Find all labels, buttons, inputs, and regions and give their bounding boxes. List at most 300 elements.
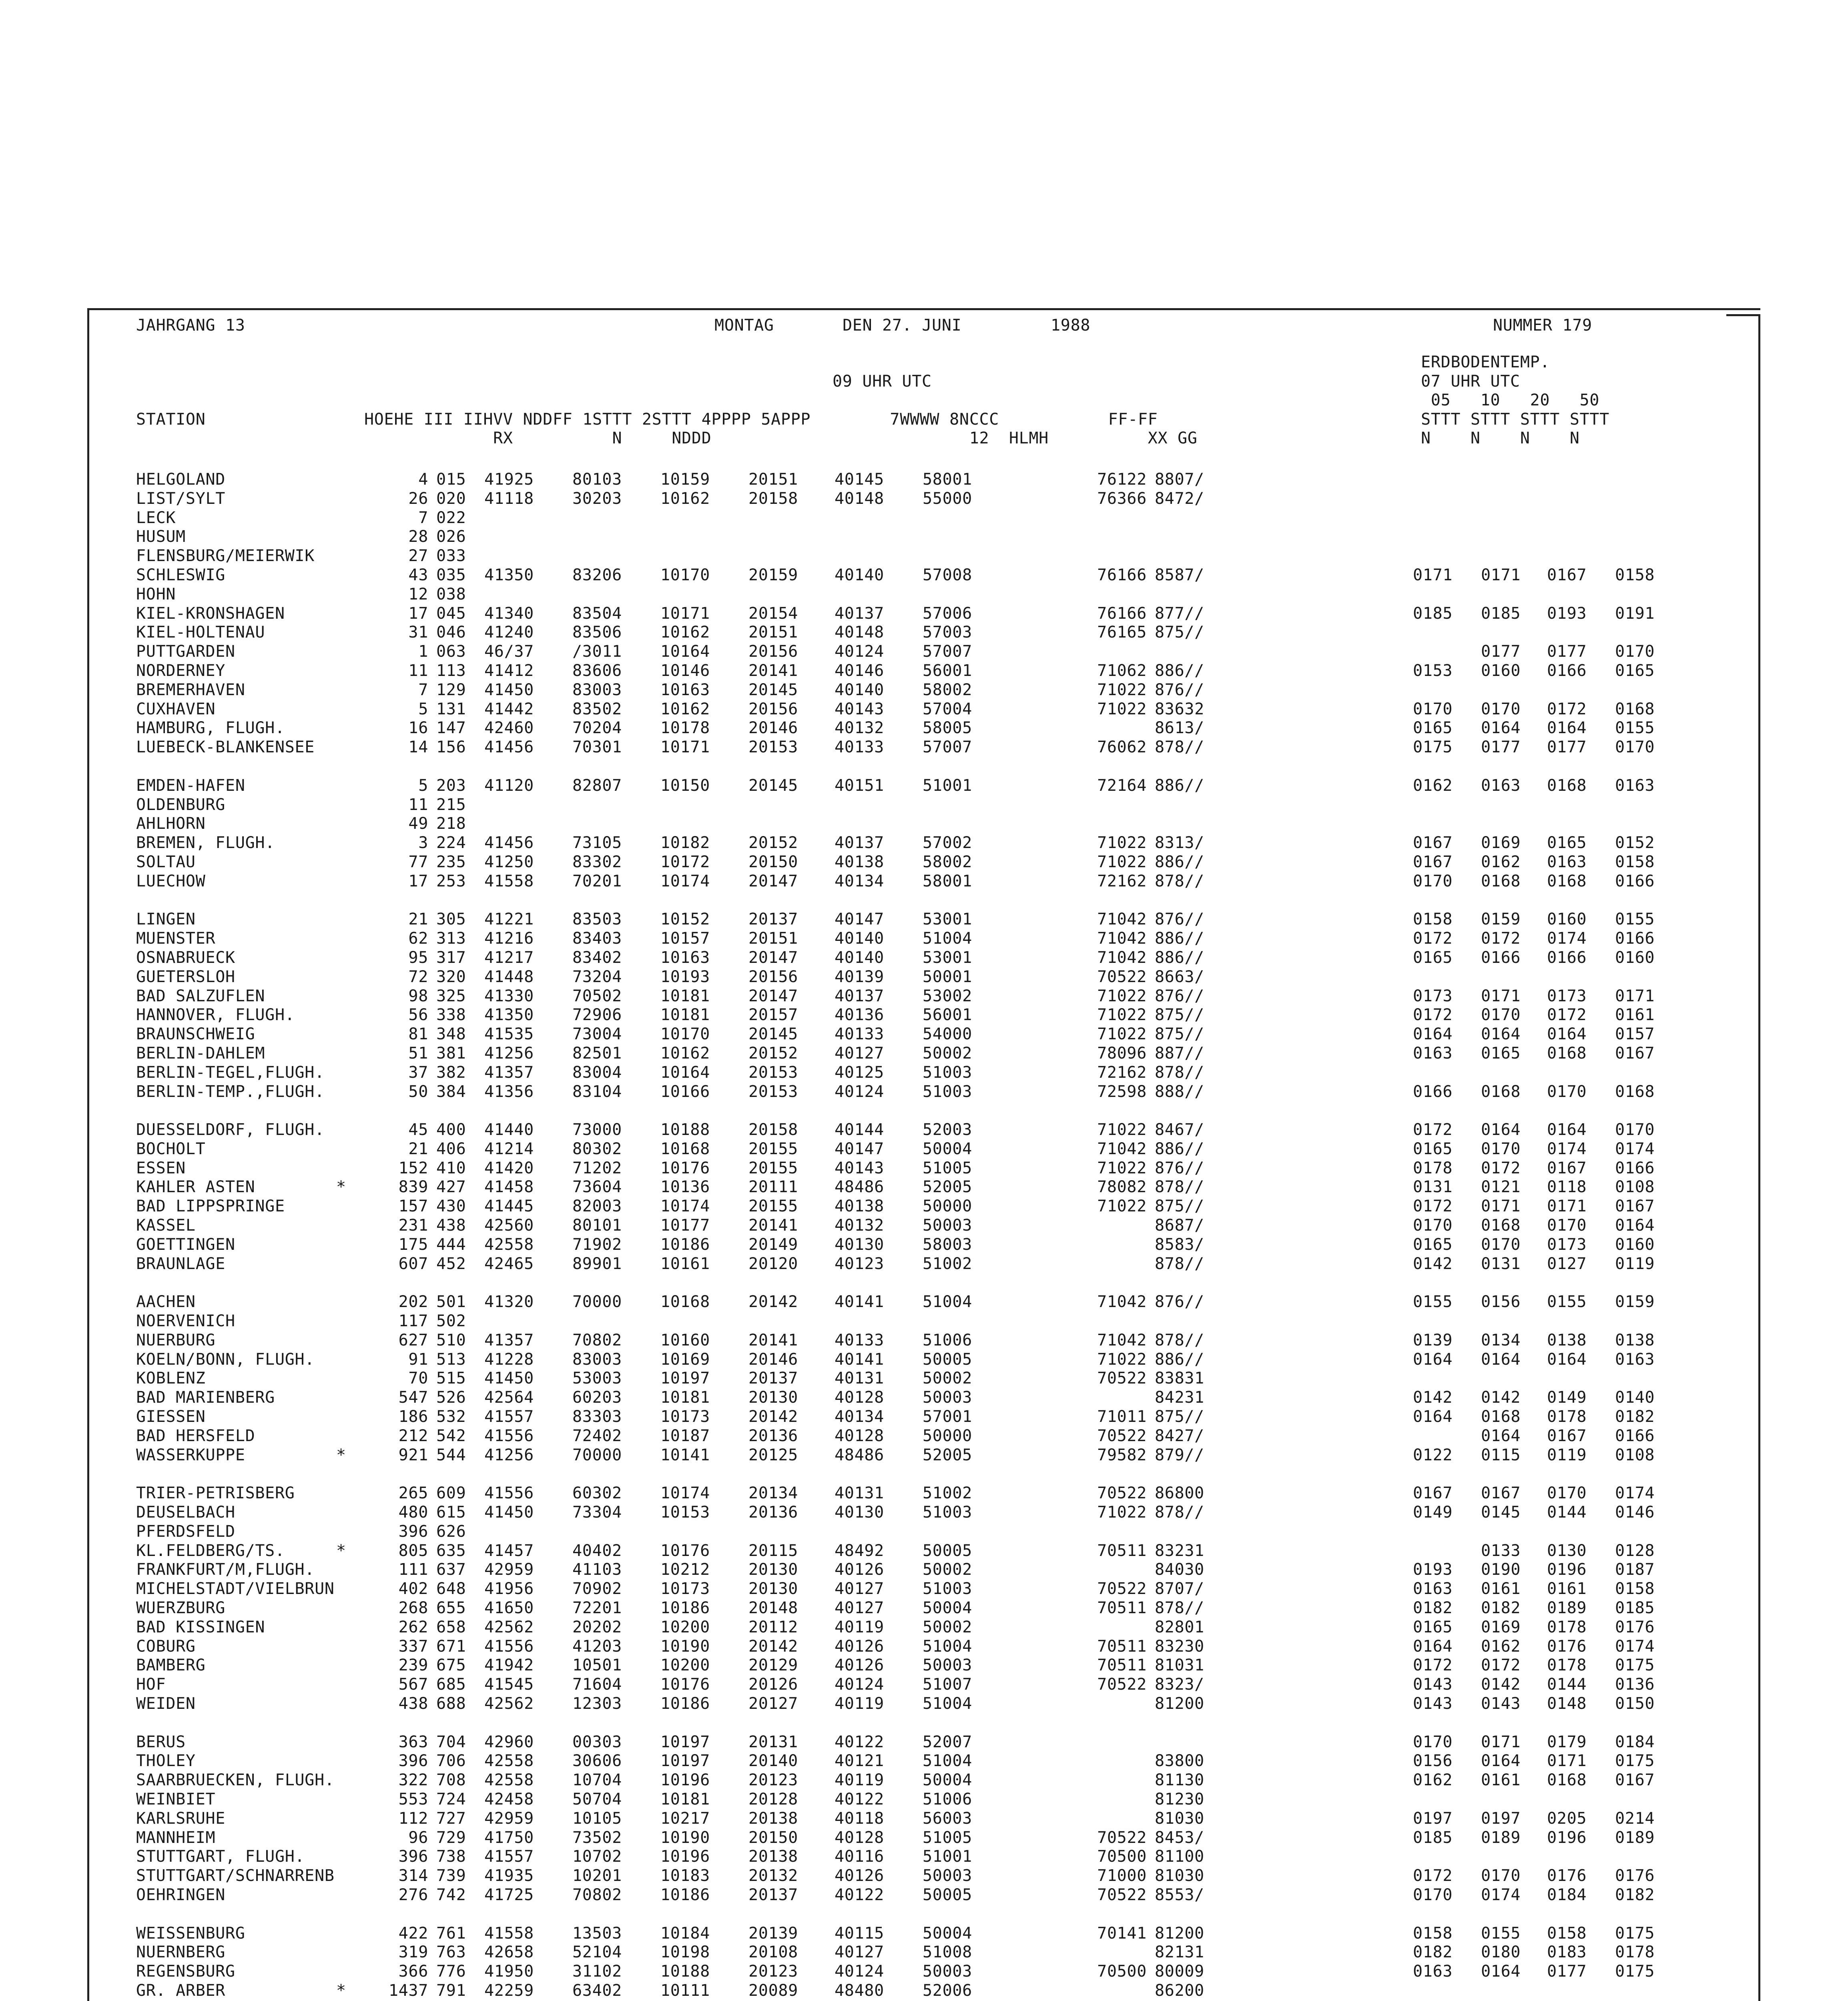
soil-temp-50cm: 0166: [1615, 1426, 1655, 1445]
station-index: 325: [436, 986, 466, 1005]
soil-temp-5cm: 0165: [1413, 1139, 1453, 1158]
group-4pppp: 40140: [835, 929, 884, 948]
group-1sttt: 10160: [660, 1331, 710, 1349]
soil-temp-5cm: 0167: [1413, 1484, 1453, 1503]
group-1sttt: 10188: [660, 1121, 710, 1139]
group-8nccc: 8472/: [1155, 489, 1204, 508]
group-2sttt: 20147: [748, 986, 798, 1005]
soil-temp-10cm: 0156: [1481, 1293, 1521, 1311]
group-2sttt: 20142: [748, 1408, 798, 1426]
station-name: OSNABRUECK: [136, 948, 235, 967]
group-5appp: 51004: [923, 929, 972, 948]
group-nddff: 70502: [572, 986, 622, 1005]
group-4pppp: 40124: [835, 1675, 884, 1694]
soil-temp-10cm: 0155: [1481, 1924, 1521, 1943]
group-1sttt: 10182: [660, 834, 710, 852]
group-2sttt: 20154: [748, 604, 798, 623]
group-iihvv: 41350: [484, 565, 534, 584]
soil-temp-10cm: 0164: [1481, 1025, 1521, 1044]
group-iihvv: 41330: [484, 986, 534, 1005]
station-height: 77: [408, 852, 428, 871]
group-4pppp: 40124: [835, 1082, 884, 1101]
soil-temp-10cm: 0190: [1481, 1560, 1521, 1579]
soil-temp-5cm: 0178: [1413, 1159, 1453, 1177]
group-8nccc: 8687/: [1155, 1216, 1204, 1235]
soil-temp-5cm: 0149: [1413, 1503, 1453, 1522]
station-index: 544: [436, 1446, 466, 1464]
group-nddff: 83004: [572, 1063, 622, 1082]
group-2sttt: 20128: [748, 1790, 798, 1809]
soil-temp-20cm: 0205: [1547, 1809, 1587, 1828]
soil-temp-50cm: 0108: [1615, 1178, 1655, 1197]
station-height: 98: [408, 986, 428, 1005]
group-5appp: 53002: [923, 986, 972, 1005]
soil-temp-20cm: 0166: [1547, 948, 1587, 967]
soil-temp-10cm: 0121: [1481, 1178, 1521, 1197]
soil-temp-10cm: 0163: [1481, 776, 1521, 795]
soil-temp-10cm: 0171: [1481, 1732, 1521, 1751]
soil-temp-20cm: 0193: [1547, 604, 1587, 623]
group-iihvv: 41320: [484, 1293, 534, 1311]
group-5appp: 51001: [923, 776, 972, 795]
station-index: 235: [436, 852, 466, 871]
soil-temp-10cm: 0161: [1481, 1771, 1521, 1790]
soil-temp-5cm: 0165: [1413, 948, 1453, 967]
group-nddff: 31102: [572, 1962, 622, 1981]
group-nddff: 30606: [572, 1752, 622, 1770]
soil-temp-20cm: 0171: [1547, 1752, 1587, 1770]
station-height: 396: [398, 1752, 428, 1770]
group-2sttt: 20155: [748, 1139, 798, 1158]
station-height: 319: [398, 1943, 428, 1962]
group-2sttt: 20137: [748, 1369, 798, 1388]
station-index: 015: [436, 470, 466, 489]
group-8nccc: 86200: [1155, 1981, 1204, 2000]
group-nddff: 70000: [572, 1293, 622, 1311]
soil-temp-20cm: 0176: [1547, 1637, 1587, 1656]
station-height: 422: [398, 1924, 428, 1943]
group-2sttt: 20157: [748, 1006, 798, 1025]
station-height: 81: [408, 1025, 428, 1044]
soil-temp-5cm: 0142: [1413, 1388, 1453, 1407]
soil-temp-5cm: 0185: [1413, 604, 1453, 623]
soil-temp-20cm: 0127: [1547, 1254, 1587, 1273]
group-5appp: 53001: [923, 948, 972, 967]
group-8nccc: 83231: [1155, 1541, 1204, 1560]
station-index: 515: [436, 1369, 466, 1388]
station-name: GUETERSLOH: [136, 967, 235, 986]
station-index: 655: [436, 1599, 466, 1618]
group-8nccc: 888//: [1155, 1082, 1204, 1101]
group-5appp: 52005: [923, 1446, 972, 1464]
station-name: WEINBIET: [136, 1790, 216, 1809]
station-height: 152: [398, 1159, 428, 1177]
station-height: 27: [408, 547, 428, 565]
station-height: 14: [408, 738, 428, 757]
group-iihvv: 41216: [484, 929, 534, 948]
soil-temp-20cm: 0160: [1547, 910, 1587, 929]
station-height: 268: [398, 1599, 428, 1618]
station-name: THOLEY: [136, 1752, 196, 1770]
soil-temp-50cm: 0176: [1615, 1867, 1655, 1885]
soil-temp-50cm: 0136: [1615, 1675, 1655, 1694]
group-7wwww: 71042: [1097, 929, 1147, 948]
station-height: 117: [398, 1312, 428, 1331]
group-4pppp: 40125: [835, 1063, 884, 1082]
group-5appp: 50002: [923, 1369, 972, 1388]
station-index: 215: [436, 795, 466, 814]
group-1sttt: 10168: [660, 1139, 710, 1158]
station-name: WUERZBURG: [136, 1599, 226, 1618]
station-name: STUTTGART/SCHNARRENB: [136, 1867, 335, 1885]
station-index: 218: [436, 814, 466, 833]
group-1sttt: 10217: [660, 1809, 710, 1828]
group-7wwww: 76166: [1097, 565, 1147, 584]
group-4pppp: 40130: [835, 1503, 884, 1522]
group-2sttt: 20147: [748, 872, 798, 890]
group-7wwww: 70522: [1097, 1426, 1147, 1445]
soil-temp-50cm: 0170: [1615, 1121, 1655, 1139]
group-4pppp: 40143: [835, 700, 884, 718]
soil-temp-10cm: 0164: [1481, 1121, 1521, 1139]
station-index: 513: [436, 1350, 466, 1369]
group-7wwww: 71042: [1097, 1331, 1147, 1349]
group-4pppp: 40140: [835, 948, 884, 967]
station-height: 28: [408, 527, 428, 546]
soil-temp-50cm: 0174: [1615, 1637, 1655, 1656]
group-nddff: 70802: [572, 1885, 622, 1904]
group-4pppp: 40137: [835, 834, 884, 852]
group-nddff: /3011: [572, 642, 622, 661]
group-5appp: 52003: [923, 1121, 972, 1139]
group-8nccc: 8553/: [1155, 1885, 1204, 1904]
station-index: 156: [436, 738, 466, 757]
station-name: MANNHEIM: [136, 1828, 216, 1847]
soil-temp-50cm: 0138: [1615, 1331, 1655, 1349]
group-iihvv: 42959: [484, 1809, 534, 1828]
group-8nccc: 82801: [1155, 1618, 1204, 1636]
group-1sttt: 10186: [660, 1885, 710, 1904]
group-1sttt: 10184: [660, 1924, 710, 1943]
soil-temp-20cm: 0184: [1547, 1885, 1587, 1904]
group-8nccc: 8583/: [1155, 1235, 1204, 1254]
group-nddff: 83402: [572, 948, 622, 967]
soil-temp-10cm: 0189: [1481, 1828, 1521, 1847]
group-7wwww: 71022: [1097, 680, 1147, 699]
group-4pppp: 40137: [835, 986, 884, 1005]
group-4pppp: 40138: [835, 1197, 884, 1216]
group-iihvv: 41942: [484, 1656, 534, 1675]
soil-temp-50cm: 0171: [1615, 986, 1655, 1005]
group-nddff: 73105: [572, 834, 622, 852]
group-2sttt: 20152: [748, 834, 798, 852]
station-height: 396: [398, 1847, 428, 1866]
soil-temp-title: ERDBODENTEMP.: [1421, 353, 1550, 371]
group-2sttt: 20152: [748, 1044, 798, 1063]
group-5appp: 51002: [923, 1484, 972, 1503]
group-5appp: 51006: [923, 1790, 972, 1809]
group-nddff: 80103: [572, 470, 622, 489]
soil-temp-10cm: 0171: [1481, 565, 1521, 584]
station-index: 444: [436, 1235, 466, 1254]
group-4pppp: 40126: [835, 1656, 884, 1675]
group-8nccc: 886//: [1155, 1139, 1204, 1158]
group-4pppp: 40116: [835, 1847, 884, 1866]
group-4pppp: 48486: [835, 1178, 884, 1197]
group-8nccc: 81030: [1155, 1867, 1204, 1885]
group-2sttt: 20149: [748, 1235, 798, 1254]
group-iihvv: 41250: [484, 852, 534, 871]
station-index: 658: [436, 1618, 466, 1636]
station-name: BAMBERG: [136, 1656, 206, 1675]
soil-temp-10cm: 0169: [1481, 1618, 1521, 1636]
soil-temp-5cm: 0122: [1413, 1446, 1453, 1464]
group-8nccc: 875//: [1155, 1197, 1204, 1216]
group-8nccc: 875//: [1155, 1025, 1204, 1044]
soil-temp-5cm: 0170: [1413, 1732, 1453, 1751]
group-7wwww: 70522: [1097, 1885, 1147, 1904]
group-7wwww: 72598: [1097, 1082, 1147, 1101]
soil-temp-50cm: 0158: [1615, 565, 1655, 584]
station-name: LUECHOW: [136, 872, 206, 890]
group-1sttt: 10161: [660, 1254, 710, 1273]
soil-temp-20cm: 0172: [1547, 1006, 1587, 1025]
group-nddff: 73502: [572, 1828, 622, 1847]
group-5appp: 57003: [923, 623, 972, 642]
soil-temp-10cm: 0164: [1481, 719, 1521, 738]
station-name: PUTTGARDEN: [136, 642, 235, 661]
station-index: 381: [436, 1044, 466, 1063]
group-iihvv: 41448: [484, 967, 534, 986]
group-nddff: 40402: [572, 1541, 622, 1560]
group-7wwww: 71042: [1097, 1139, 1147, 1158]
soil-temp-5cm: 0170: [1413, 1216, 1453, 1235]
group-4pppp: 40148: [835, 623, 884, 642]
group-2sttt: 20158: [748, 489, 798, 508]
group-5appp: 51001: [923, 1847, 972, 1866]
station-name: AACHEN: [136, 1293, 196, 1311]
soil-temp-50cm: 0176: [1615, 1618, 1655, 1636]
soil-temp-20cm: 0168: [1547, 1771, 1587, 1790]
station-name: NUERNBERG: [136, 1943, 226, 1962]
group-5appp: 58003: [923, 1235, 972, 1254]
group-8nccc: 875//: [1155, 1006, 1204, 1025]
group-5appp: 58001: [923, 872, 972, 890]
station-index: 046: [436, 623, 466, 642]
group-iihvv: 41750: [484, 1828, 534, 1847]
group-7wwww: 78096: [1097, 1044, 1147, 1063]
group-iihvv: 42959: [484, 1560, 534, 1579]
station-height: 1437: [388, 1981, 428, 2000]
soil-temp-20cm: 0170: [1547, 1216, 1587, 1235]
station-index: 501: [436, 1293, 466, 1311]
group-iihvv: 41558: [484, 872, 534, 890]
soil-temp-50cm: 0140: [1615, 1388, 1655, 1407]
soil-temp-50cm: 0166: [1615, 929, 1655, 948]
soil-temp-5cm: 0172: [1413, 1867, 1453, 1885]
station-index: 626: [436, 1522, 466, 1541]
group-8nccc: 8323/: [1155, 1675, 1204, 1694]
soil-temp-50cm: 0108: [1615, 1446, 1655, 1464]
group-1sttt: 10146: [660, 661, 710, 680]
group-2sttt: 20142: [748, 1637, 798, 1656]
station-height: 366: [398, 1962, 428, 1981]
group-2sttt: 20151: [748, 470, 798, 489]
soil-temp-5cm: 0166: [1413, 1082, 1453, 1101]
soil-temp-10cm: 0170: [1481, 700, 1521, 718]
station-index: 038: [436, 585, 466, 604]
group-5appp: 51008: [923, 1943, 972, 1962]
station-name: DUESSELDORF, FLUGH.: [136, 1121, 325, 1139]
station-name: WASSERKUPPE: [136, 1446, 245, 1464]
station-name: BRAUNLAGE: [136, 1254, 226, 1273]
soil-temp-50cm: 0164: [1615, 1216, 1655, 1235]
soil-temp-5cm: 0164: [1413, 1408, 1453, 1426]
station-name: BAD MARIENBERG: [136, 1388, 275, 1407]
group-4pppp: 40128: [835, 1426, 884, 1445]
group-nddff: 30203: [572, 489, 622, 508]
soil-temp-20cm: 0130: [1547, 1541, 1587, 1560]
soil-temp-10cm: 0134: [1481, 1331, 1521, 1349]
soil-temp-20cm: 0177: [1547, 1962, 1587, 1981]
station-name: KIEL-KRONSHAGEN: [136, 604, 285, 623]
group-8nccc: 886//: [1155, 1350, 1204, 1369]
station-name: LINGEN: [136, 910, 196, 929]
soil-temp-20cm: 0119: [1547, 1446, 1587, 1464]
station-name: BERLIN-TEMP.,FLUGH.: [136, 1082, 325, 1101]
group-8nccc: 81031: [1155, 1656, 1204, 1675]
group-iihvv: 41557: [484, 1847, 534, 1866]
station-height: 314: [398, 1867, 428, 1885]
group-5appp: 57001: [923, 1408, 972, 1426]
soil-temp-10cm: 0162: [1481, 1637, 1521, 1656]
soil-temp-50cm: 0175: [1615, 1656, 1655, 1675]
group-8nccc: 878//: [1155, 1178, 1204, 1197]
station-index: 113: [436, 661, 466, 680]
soil-temp-10cm: 0167: [1481, 1484, 1521, 1503]
group-5appp: 50005: [923, 1541, 972, 1560]
soil-temp-20cm: 0173: [1547, 986, 1587, 1005]
soil-temp-50cm: 0170: [1615, 642, 1655, 661]
soil-temp-50cm: 0191: [1615, 604, 1655, 623]
group-8nccc: 83831: [1155, 1369, 1204, 1388]
station-name: CUXHAVEN: [136, 700, 216, 718]
station-index: 430: [436, 1197, 466, 1216]
station-index: 384: [436, 1082, 466, 1101]
soil-temp-10cm: 0145: [1481, 1503, 1521, 1522]
soil-temp-20cm: 0179: [1547, 1732, 1587, 1751]
group-7wwww: 71022: [1097, 834, 1147, 852]
soil-temp-20cm: 0174: [1547, 1139, 1587, 1158]
soil-temp-20cm: 0168: [1547, 1044, 1587, 1063]
group-8nccc: 876//: [1155, 910, 1204, 929]
soil-temp-50cm: 0185: [1615, 1599, 1655, 1618]
group-nddff: 70000: [572, 1446, 622, 1464]
soil-temp-10cm: 0171: [1481, 986, 1521, 1005]
station-height: 11: [408, 661, 428, 680]
group-4pppp: 40131: [835, 1484, 884, 1503]
station-name: WEISSENBURG: [136, 1924, 245, 1943]
group-4pppp: 40124: [835, 1962, 884, 1981]
soil-temp-10cm: 0171: [1481, 1197, 1521, 1216]
station-name: BERLIN-TEGEL,FLUGH.: [136, 1063, 325, 1082]
station-name: ESSEN: [136, 1159, 186, 1177]
group-7wwww: 78082: [1097, 1178, 1147, 1197]
station-index: 742: [436, 1885, 466, 1904]
group-2sttt: 20146: [748, 1350, 798, 1369]
group-2sttt: 20111: [748, 1178, 798, 1197]
station-index: 761: [436, 1924, 466, 1943]
soil-temp-20cm: 0168: [1547, 872, 1587, 890]
group-nddff: 83302: [572, 852, 622, 871]
group-1sttt: 10171: [660, 604, 710, 623]
group-5appp: 52006: [923, 1981, 972, 2000]
soil-depths: 05 10 20 50: [1421, 391, 1600, 409]
group-4pppp: 40134: [835, 1408, 884, 1426]
page-frame-corner-top: [1726, 314, 1758, 316]
station-name: BREMEN, FLUGH.: [136, 834, 275, 852]
soil-temp-10cm: 0170: [1481, 1867, 1521, 1885]
soil-temp-50cm: 0158: [1615, 852, 1655, 871]
soil-temp-5cm: 0170: [1413, 1885, 1453, 1904]
station-name: LUEBECK-BLANKENSEE: [136, 738, 315, 757]
station-height: 95: [408, 948, 428, 967]
station-height: 607: [398, 1254, 428, 1273]
soil-temp-20cm: 0138: [1547, 1331, 1587, 1349]
station-height: 111: [398, 1560, 428, 1579]
group-2sttt: 20153: [748, 1063, 798, 1082]
group-7wwww: 71022: [1097, 700, 1147, 718]
group-5appp: 51003: [923, 1063, 972, 1082]
group-iihvv: 41228: [484, 1350, 534, 1369]
group-iihvv: 41925: [484, 470, 534, 489]
soil-temp-10cm: 0142: [1481, 1388, 1521, 1407]
group-8nccc: 878//: [1155, 1503, 1204, 1522]
group-nddff: 83506: [572, 623, 622, 642]
station-index: 020: [436, 489, 466, 508]
group-nddff: 80101: [572, 1216, 622, 1235]
soil-temp-50cm: 0166: [1615, 872, 1655, 890]
group-7wwww: 70522: [1097, 1580, 1147, 1598]
group-4pppp: 40137: [835, 604, 884, 623]
soil-temp-5cm: 0162: [1413, 776, 1453, 795]
station-height: 17: [408, 872, 428, 890]
group-1sttt: 10176: [660, 1675, 710, 1694]
group-5appp: 58005: [923, 719, 972, 738]
station-name: REGENSBURG: [136, 1962, 235, 1981]
soil-temp-10cm: 0170: [1481, 1139, 1521, 1158]
group-5appp: 50003: [923, 1867, 972, 1885]
station-height: 402: [398, 1580, 428, 1598]
group-8nccc: 886//: [1155, 852, 1204, 871]
group-7wwww: 71042: [1097, 1293, 1147, 1311]
group-5appp: 50004: [923, 1771, 972, 1790]
group-7wwww: 71022: [1097, 1025, 1147, 1044]
group-2sttt: 20141: [748, 661, 798, 680]
station-height: 567: [398, 1675, 428, 1694]
soil-temp-5cm: 0171: [1413, 565, 1453, 584]
soil-temp-10cm: 0180: [1481, 1943, 1521, 1962]
group-2sttt: 20089: [748, 1981, 798, 2000]
group-1sttt: 10197: [660, 1732, 710, 1751]
station-height: 56: [408, 1006, 428, 1025]
station-name: SOLTAU: [136, 852, 196, 871]
soil-temp-50cm: 0178: [1615, 1943, 1655, 1962]
group-1sttt: 10162: [660, 1044, 710, 1063]
station-index: 708: [436, 1771, 466, 1790]
group-5appp: 51003: [923, 1503, 972, 1522]
group-5appp: 57006: [923, 604, 972, 623]
